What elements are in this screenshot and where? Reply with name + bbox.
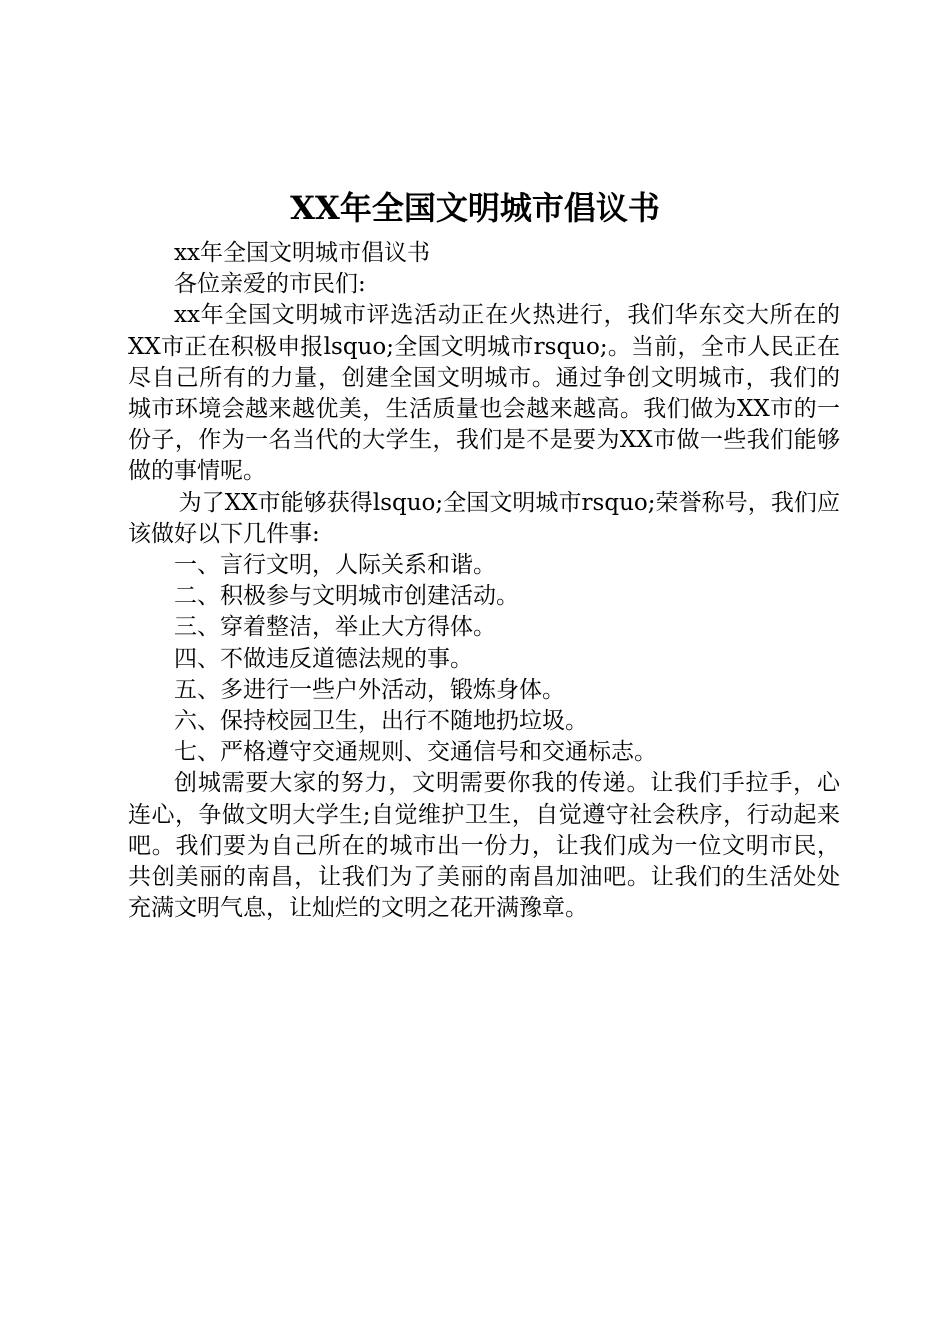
salutation-paragraph: 各位亲爱的市民们: — [174, 271, 366, 298]
list-item: 六、保持校园卫生，出行不随地扔垃圾。 — [174, 708, 588, 735]
list-item: 五、多进行一些户外活动，锻炼身体。 — [174, 676, 565, 703]
list-item: 二、积极参与文明城市创建活动。 — [174, 583, 519, 610]
document-body — [128, 238, 840, 924]
closing-paragraph: 创城需要大家的努力，文明需要你我的传递。让我们手拉手，心连心，争做文明大学生;自觉维护卫生，自觉遵守社会秩序，行动起来吧。我们要为自己所在的城市出一份力，让我们成为一位文明市民，共创美丽的南昌，让我们为了美丽的南昌加油吧。让我们的生活处处充满文明气息，让灿烂的文明之花开满豫章。 — [128, 770, 840, 922]
tasks-intro-paragraph: 为了XX市能够获得lsquo;全国文明城市rsquo;荣誉称号，我们应该做好以下几件事: — [128, 489, 840, 547]
list-item: 三、穿着整洁，举止大方得体。 — [174, 614, 496, 641]
intro-paragraph: xx年全国文明城市评选活动正在火热进行，我们华东交大所在的XX市正在积极申报lsquo;全国文明城市rsquo;。当前，全市人民正在尽自己所有的力量，创建全国文明城市。通过争创文明城市，我们的城市环境会越来越优美，生活质量也会越来越高。我们做为XX市的一份子，作为一名当代的大学生，我们是不是要为XX市做一些我们能够做的事情呢。 — [128, 302, 840, 485]
document-title: XX年全国文明城市倡议书 — [290, 189, 660, 227]
list-item: 四、不做违反道德法规的事。 — [174, 645, 473, 672]
list-item: 一、言行文明，人际关系和谐。 — [174, 552, 496, 579]
subtitle-paragraph: xx年全国文明城市倡议书 — [174, 240, 430, 266]
list-item: 七、严格遵守交通规则、交通信号和交通标志。 — [174, 739, 657, 766]
